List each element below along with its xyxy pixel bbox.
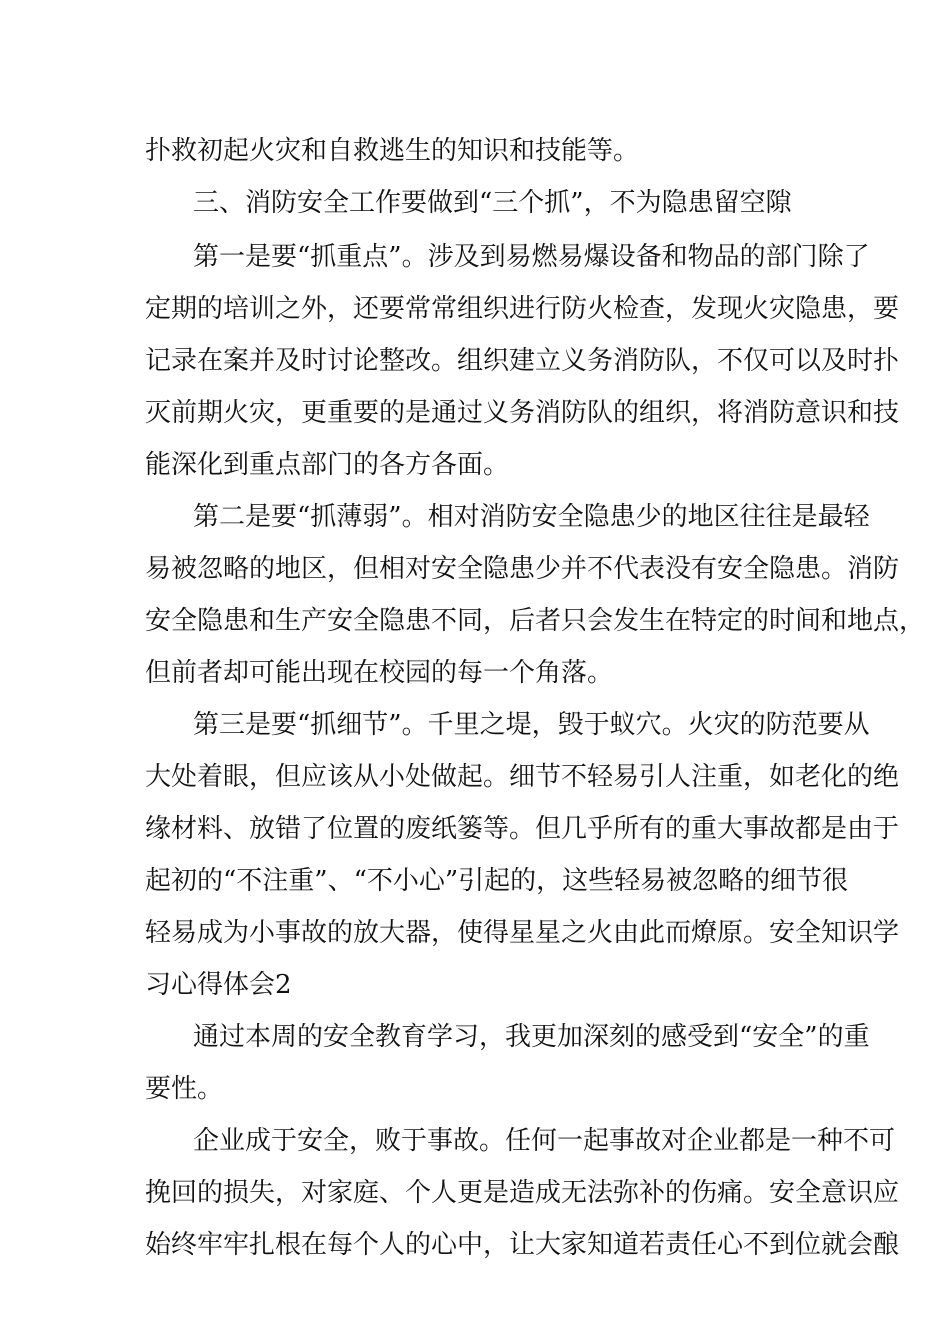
text-line: 要性。 (145, 1074, 224, 1104)
text-line: 灭前期火灾，更重要的是通过义务消防队的组织，将消防意识和技 (145, 398, 900, 428)
text-line: 扑救初起火灾和自救逃生的知识和技能等。 (145, 136, 640, 166)
text-line: 轻易成为小事故的放大器，使得星星之火由此而燎原。安全知识学 (145, 918, 900, 948)
text-line: 记录在案并及时讨论整改。组织建立义务消防队，不仅可以及时扑 (145, 346, 900, 376)
text-line: 能深化到重点部门的各方各面。 (145, 450, 510, 480)
text-line: 易被忽略的地区，但相对安全隐患少并不代表没有安全隐患。消防 (145, 554, 900, 584)
text-line: 缘材料、放错了位置的废纸篓等。但几乎所有的重大事故都是由于 (145, 814, 900, 844)
text-line: 习心得体会2 (145, 970, 292, 1000)
text-line: 第三是要“抓细节”。千里之堤，毁于蚁穴。火灾的防范要从 (193, 710, 870, 740)
section-heading: 三、消防安全工作要做到“三个抓”，不为隐患留空隙 (193, 188, 792, 218)
text-line: 大处着眼，但应该从小处做起。细节不轻易引人注重，如老化的绝 (145, 762, 900, 792)
text-line: 通过本周的安全教育学习，我更加深刻的感受到“安全”的重 (193, 1022, 870, 1052)
text-line: 安全隐患和生产安全隐患不同，后者只会发生在特定的时间和地点， (145, 606, 926, 636)
text-line: 企业成于安全，败于事故。任何一起事故对企业都是一种不可 (193, 1126, 896, 1156)
text-line: 定期的培训之外，还要常常组织进行防火检查，发现火灾隐患，要 (145, 294, 900, 324)
text-line: 但前者却可能出现在校园的每一个角落。 (145, 658, 614, 688)
text-line: 挽回的损失，对家庭、个人更是造成无法弥补的伤痛。安全意识应 (145, 1178, 900, 1208)
text-line: 始终牢牢扎根在每个人的心中，让大家知道若责任心不到位就会酿 (145, 1230, 900, 1260)
text-line: 起初的“不注重”、“不小心”引起的，这些轻易被忽略的细节很 (145, 866, 849, 896)
text-line: 第二是要“抓薄弱”。相对消防安全隐患少的地区往往是最轻 (193, 502, 870, 532)
text-line: 第一是要“抓重点”。涉及到易燃易爆设备和物品的部门除了 (193, 242, 870, 272)
